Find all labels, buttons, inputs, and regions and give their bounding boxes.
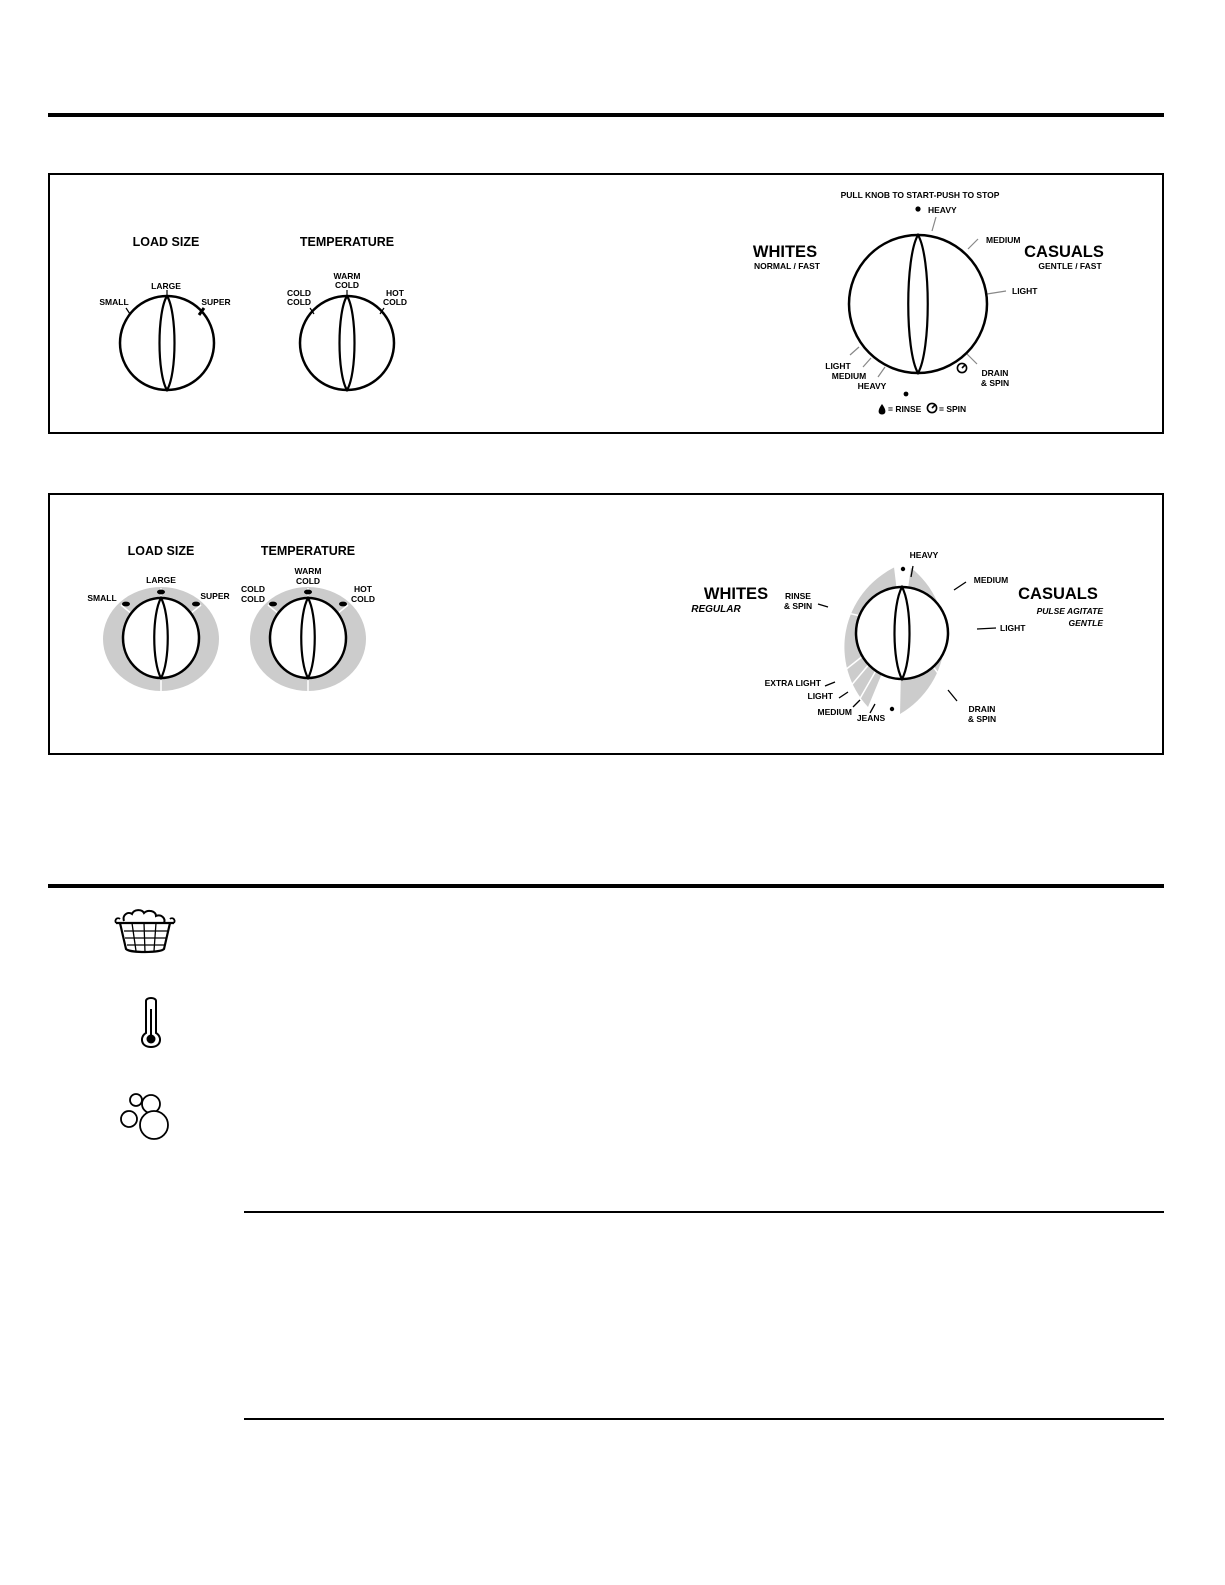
- load-size-title-2: LOAD SIZE: [127, 544, 195, 558]
- casuals-label: CASUALS: [1024, 243, 1104, 261]
- temp-hot-cold-line2: COLD: [382, 297, 408, 307]
- content-rule-2: [244, 1418, 1164, 1420]
- section-rule: [48, 884, 1164, 888]
- temp2-cold-cold-line2: COLD: [240, 594, 266, 604]
- cycle-knob[interactable]: [849, 235, 987, 373]
- load-size-small-label: SMALL: [99, 297, 129, 307]
- load-size-knob-2[interactable]: [123, 598, 199, 678]
- legend-rinse: = RINSE: [888, 404, 922, 414]
- load-size-small-label-2: SMALL: [87, 593, 117, 603]
- temperature-knob-2[interactable]: [270, 598, 346, 678]
- cycle2-light-label: LIGHT: [1000, 623, 1026, 633]
- cycle2-medium2-label: MEDIUM: [817, 707, 852, 717]
- load-size-knob[interactable]: [120, 296, 214, 390]
- cycle2-drain-spin-line2: & SPIN: [967, 714, 997, 724]
- temp-hot-cold-line1: HOT: [386, 288, 404, 298]
- cycle2-rinse-spin-line1: RINSE: [785, 591, 811, 601]
- temperature-title: TEMPERATURE: [299, 235, 395, 249]
- bubbles-icon: [115, 1088, 179, 1142]
- load-size-super-label: SUPER: [201, 297, 231, 307]
- cycle-medium-label: MEDIUM: [986, 235, 1021, 245]
- temperature-knob[interactable]: [300, 296, 394, 390]
- content-rule-1: [244, 1211, 1164, 1213]
- cycle2-extra-light-label: EXTRA LIGHT: [764, 678, 821, 688]
- spin-swirl-icon: [927, 403, 936, 412]
- casuals-sub-label-2-line2: GENTLE: [1068, 618, 1103, 628]
- whites-sub-label-2: REGULAR: [691, 604, 741, 615]
- load-size-large-label: LARGE: [151, 281, 181, 291]
- cycle-whites-heavy-label: HEAVY: [857, 381, 887, 391]
- casuals-sub-label: GENTLE / FAST: [1038, 261, 1102, 271]
- top-rule: [48, 113, 1164, 117]
- temp2-cold-cold-line1: COLD: [240, 584, 266, 594]
- whites-label-2: WHITES: [703, 585, 769, 603]
- drain-spin-marker-icon: [957, 363, 966, 372]
- control-panel-model-1: [48, 173, 1164, 434]
- control-panel-1-diagram: [50, 175, 1166, 436]
- legend-spin: = SPIN: [939, 404, 967, 414]
- temp2-warm-cold-line1: WARM: [294, 566, 322, 576]
- cycle2-rinse-spin-line2: & SPIN: [783, 601, 813, 611]
- temperature-title-2: TEMPERATURE: [260, 544, 356, 558]
- load-size-title: LOAD SIZE: [132, 235, 200, 249]
- temp-cold-cold-line2: COLD: [286, 297, 312, 307]
- casuals-label-2: CASUALS: [1018, 585, 1098, 603]
- cycle-heavy-label: HEAVY: [928, 205, 957, 215]
- temp-warm-cold-line1: WARM: [333, 271, 361, 281]
- cycle-whites-medium-label: MEDIUM: [831, 371, 867, 381]
- temp-cold-cold-line1: COLD: [286, 288, 312, 298]
- cycle2-light2-label: LIGHT: [807, 691, 833, 701]
- whites-sub-label: NORMAL / FAST: [754, 261, 820, 271]
- cycle-instruction: PULL KNOB TO START-PUSH TO STOP: [840, 190, 1000, 200]
- temp2-hot-cold-line1: HOT: [354, 584, 372, 594]
- rinse-drop-icon: [879, 404, 886, 415]
- cycle2-drain-spin-line1: DRAIN: [968, 704, 996, 714]
- thermometer-icon: [136, 995, 166, 1051]
- temp-warm-cold-line2: COLD: [334, 280, 360, 290]
- cycle2-heavy-label: HEAVY: [909, 550, 939, 560]
- cycle-drain-spin-line1: DRAIN: [981, 368, 1009, 378]
- whites-label: WHITES: [752, 243, 818, 261]
- control-panel-2-diagram: [50, 495, 1166, 757]
- temp2-hot-cold-line2: COLD: [350, 594, 376, 604]
- cycle-knob-2[interactable]: [856, 587, 948, 679]
- cycle-whites-light-label: LIGHT: [825, 361, 851, 371]
- cycle2-jeans-label: JEANS: [856, 713, 886, 723]
- control-panel-model-2: [48, 493, 1164, 755]
- cycle-drain-spin-line2: & SPIN: [980, 378, 1010, 388]
- load-size-super-label-2: SUPER: [200, 591, 230, 601]
- temp2-warm-cold-line2: COLD: [295, 576, 321, 586]
- casuals-sub-label-2-line1: PULSE AGITATE: [1036, 606, 1103, 616]
- cycle-light-label: LIGHT: [1012, 286, 1038, 296]
- cycle2-medium-label: MEDIUM: [973, 575, 1009, 585]
- laundry-basket-icon: [110, 905, 180, 957]
- load-size-large-label-2: LARGE: [146, 575, 176, 585]
